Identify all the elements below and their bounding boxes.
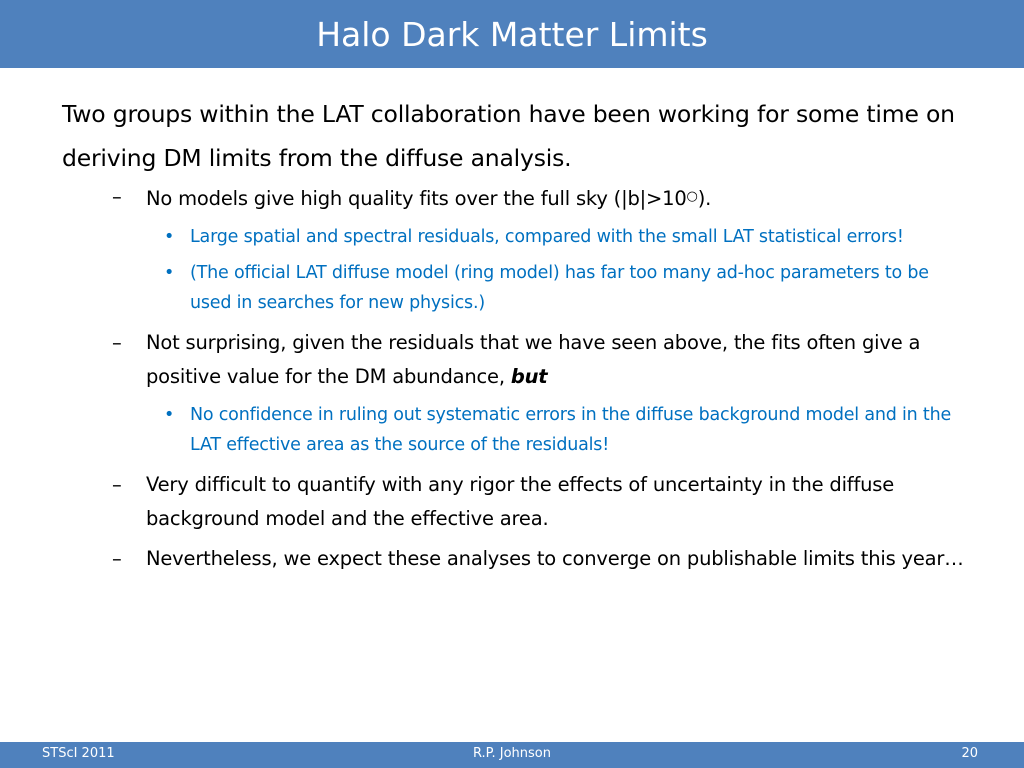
point-1-sub-2 (164, 258, 972, 318)
point-2-sub-1-text: No confidence in ruling out systematic errors in the diffuse background model and in the LAT effective area as the source of the residuals! (190, 405, 952, 455)
point-3-text: Very difficult to quantify with any rigor the effects of uncertainty in the diffuse background model and the effective area. (146, 473, 895, 530)
dash-marker: – (112, 185, 122, 208)
intro-paragraph: Two groups within the LAT collaboration have been working for some time on deriving DM limits from the diffuse analysis. (62, 100, 955, 172)
point-1 (112, 180, 972, 216)
bullet-marker: • (164, 227, 175, 247)
point-3 (112, 468, 972, 536)
footer-venue: STScI 2011 (42, 746, 115, 761)
footer-bar (0, 742, 1024, 768)
slide-body (62, 92, 972, 576)
point-4 (112, 542, 972, 576)
footer-author: R.P. Johnson (472, 746, 551, 761)
dash-marker: – (112, 547, 122, 570)
point-2 (112, 326, 972, 394)
point-1-text: No models give high quality fits over the full sky (|b|>10 (146, 187, 687, 210)
bullet-marker: • (164, 263, 175, 283)
point-1-sub-1 (164, 222, 972, 252)
dash-marker: – (112, 473, 122, 496)
point-4-text: Nevertheless, we expect these analyses to converge on publishable limits this year… (146, 547, 964, 570)
slide-title: Halo Dark Matter Limits (316, 14, 708, 54)
point-2-text: Not surprising, given the residuals that we have seen above, the fits often give a positive value for the DM abundance, (146, 331, 921, 388)
title-bar (0, 0, 1024, 68)
footer-page-number: 20 (961, 746, 978, 761)
point-1-sub-1-text: Large spatial and spectral residuals, compared with the small LAT statistical errors! (190, 227, 904, 247)
dash-marker: – (112, 331, 122, 354)
degree-symbol: ○ (686, 189, 698, 204)
point-2-emphasis: but (510, 365, 548, 388)
bullet-marker: • (164, 405, 175, 425)
point-1-suffix: ). (697, 187, 712, 210)
point-1-sub-2-text: (The official LAT diffuse model (ring model) has far too many ad-hoc parameters to be used in searches for new physics.) (190, 263, 929, 313)
point-2-sub-1 (164, 400, 972, 460)
